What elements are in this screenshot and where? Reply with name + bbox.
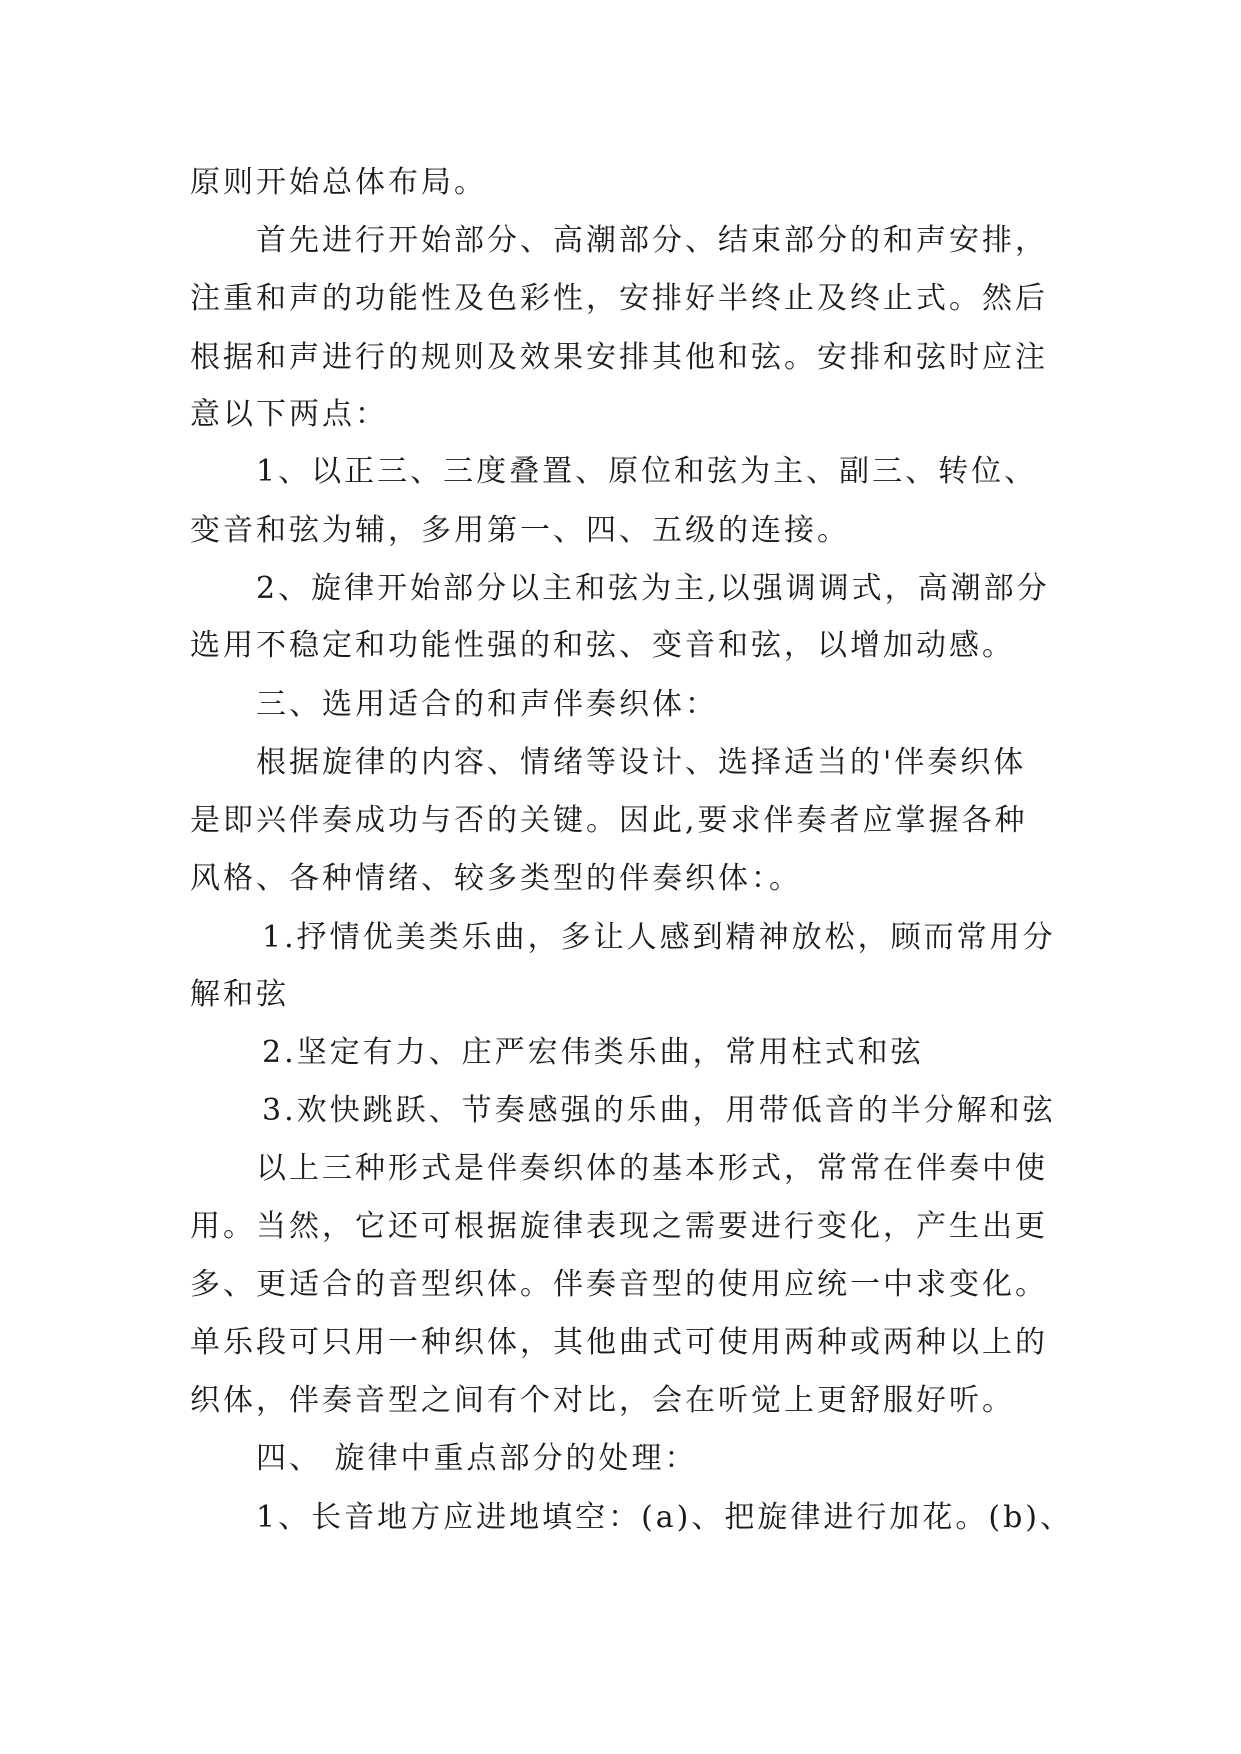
- text-line: 三、选用适合的和声伴奏织体：: [256, 687, 718, 722]
- text-line: 原则开始总体布局。: [190, 165, 487, 200]
- text-line: 用。当然，它还可根据旋律表现之需要进行变化，产生出更: [190, 1209, 1048, 1244]
- text-line: 根据旋律的内容、情绪等设计、选择适当的'伴奏织体: [256, 745, 1027, 780]
- text-line: 以上三种形式是伴奏织体的基本形式，常常在伴奏中使: [256, 1151, 1048, 1186]
- text-line: 是即兴伴奏成功与否的关键。因此,要求伴奏者应掌握各种: [190, 803, 1028, 838]
- text-line: 3.欢快跳跃、节奏感强的乐曲，用带低音的半分解和弦: [262, 1093, 1056, 1128]
- text-line: 风格、各种情绪、较多类型的伴奏织体：。: [190, 861, 802, 896]
- text-line: 根据和声进行的规则及效果安排其他和弦。安排和弦时应注: [190, 340, 1048, 375]
- text-line: 首先进行开始部分、高潮部分、结束部分的和声安排，: [256, 223, 1048, 258]
- text-line: 织体，伴奏音型之间有个对比，会在听觉上更舒服好听。: [190, 1383, 1015, 1418]
- text-line: 注重和声的功能性及色彩性，安排好半终止及终止式。然后: [190, 281, 1048, 316]
- text-line: 1、长音地方应进地填空：(a)、把旋律进行加花。(b)、: [256, 1500, 1073, 1535]
- text-line: 多、更适合的音型织体。伴奏音型的使用应统一中求变化。: [190, 1267, 1048, 1302]
- text-line: 单乐段可只用一种织体，其他曲式可使用两种或两种以上的: [190, 1325, 1048, 1360]
- text-line: 选用不稳定和功能性强的和弦、变音和弦，以增加动感。: [190, 628, 1015, 663]
- text-line: 2、旋律开始部分以主和弦为主,以强调调式，高潮部分: [256, 571, 1050, 606]
- text-line: 意以下两点：: [190, 397, 388, 432]
- text-line: 1、以正三、三度叠置、原位和弦为主、副三、转位、: [256, 454, 1038, 489]
- text-line: 变音和弦为辅，多用第一、四、五级的连接。: [190, 513, 850, 548]
- text-line: 解和弦: [190, 977, 289, 1012]
- text-line: 2.坚定有力、庄严宏伟类乐曲，常用柱式和弦: [262, 1035, 924, 1070]
- text-line: 四、 旋律中重点部分的处理：: [256, 1441, 698, 1476]
- text-line: 1.抒情优美类乐曲，多让人感到精神放松，顾而常用分: [262, 920, 1056, 955]
